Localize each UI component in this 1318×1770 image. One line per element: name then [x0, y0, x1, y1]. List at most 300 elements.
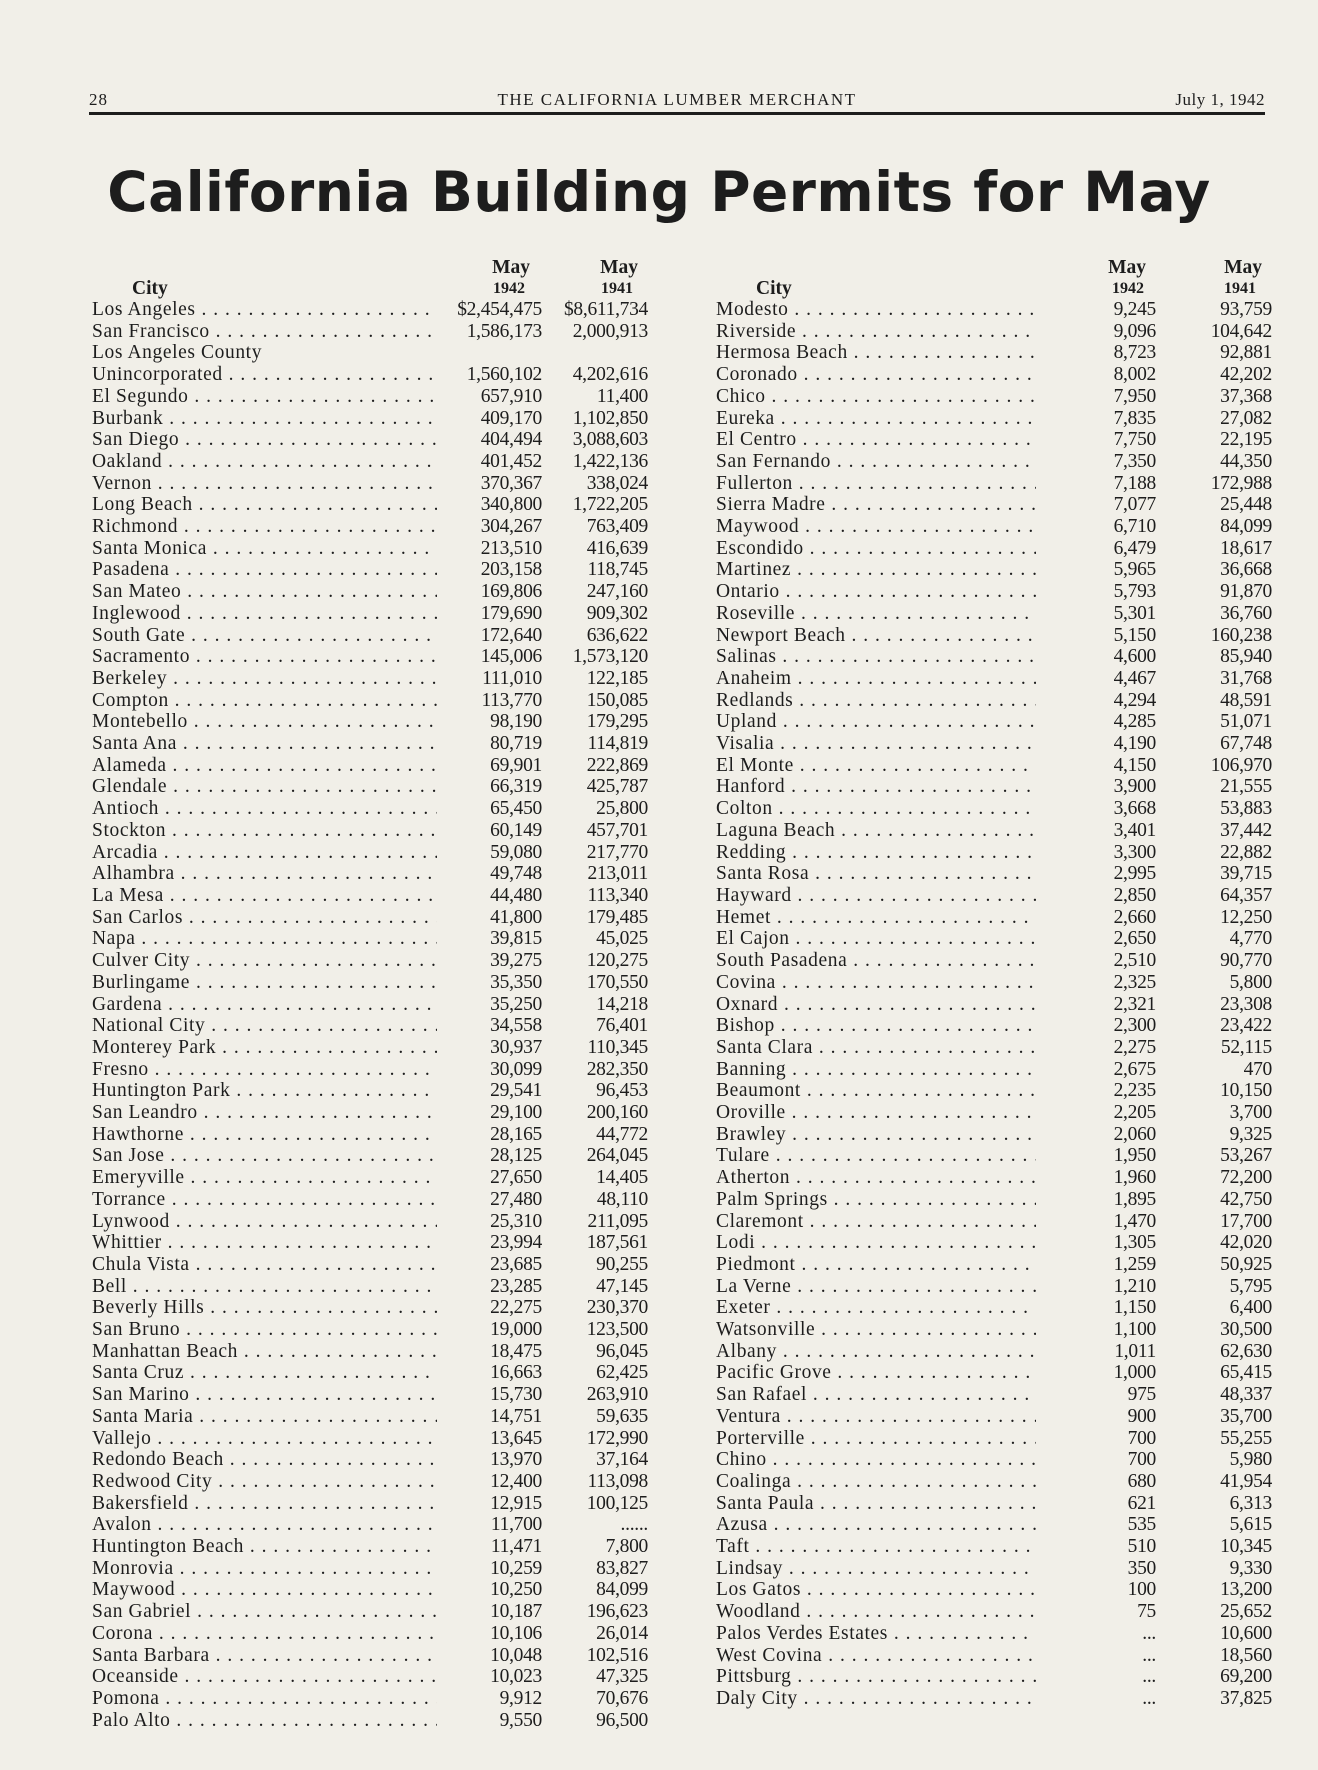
permit-value-1942: ... — [1142, 1622, 1156, 1644]
city-name: Torrance . . . — [92, 1189, 437, 1211]
permit-value-1941: 9,330 — [1229, 1557, 1272, 1579]
permit-value-1942: $2,454,475 — [457, 299, 542, 320]
permit-value-1942: 12,915 — [490, 1492, 542, 1514]
city-name: Brawley . . . — [716, 1124, 1036, 1146]
permit-value-1941: 50,925 — [1220, 1253, 1272, 1275]
permit-value-1942: 2,321 — [1113, 993, 1156, 1015]
table-row — [92, 1493, 648, 1515]
city-name: Santa Rosa . . . — [716, 863, 1036, 885]
permit-value-1941: 76,401 — [596, 1015, 648, 1037]
city-name: Lindsay . . . — [716, 1558, 1036, 1580]
permit-value-1942: 7,188 — [1113, 472, 1156, 494]
header-row-may — [92, 258, 648, 278]
city-name: Burbank . . . — [92, 408, 437, 430]
city-name: Vernon . . . — [92, 473, 437, 495]
table-row — [716, 538, 1272, 560]
city-name: El Cajon . . . — [716, 928, 1036, 950]
table-row — [716, 1319, 1272, 1341]
city-name: Atherton . . . — [716, 1167, 1036, 1189]
table-row — [716, 1015, 1272, 1037]
permit-value-1942: 28,125 — [490, 1145, 542, 1167]
table-row — [92, 1601, 648, 1623]
city-name: Ventura . . . — [716, 1406, 1036, 1428]
permit-value-1942: 5,793 — [1113, 581, 1156, 603]
city-name: Alameda . . . — [92, 755, 437, 777]
table-row — [92, 972, 648, 994]
table-row — [92, 1428, 648, 1450]
city-name: Los Angeles . . . — [92, 299, 437, 321]
table-row — [92, 386, 648, 408]
permit-value-1942: 10,023 — [490, 1666, 542, 1688]
permit-value-1941: 113,098 — [587, 1470, 648, 1492]
city-name: San Francisco . . . — [92, 321, 437, 343]
permit-value-1941: 14,405 — [596, 1167, 648, 1189]
table-row — [716, 1688, 1272, 1710]
city-name: Santa Paula . . . — [716, 1493, 1036, 1515]
table-row — [92, 776, 648, 798]
article-title: California Building Permits for May — [107, 160, 1211, 224]
permit-value-1942: 23,285 — [490, 1275, 542, 1297]
city-name: Chico . . . — [716, 386, 1036, 408]
city-name: Antioch . . . — [92, 798, 437, 820]
permit-value-1942: 1,895 — [1113, 1188, 1156, 1210]
permit-value-1941: 264,045 — [586, 1145, 648, 1167]
city-name: Montebello . . . — [92, 711, 437, 733]
permit-value-1941: 65,415 — [1220, 1362, 1272, 1384]
table-row — [92, 646, 648, 668]
permit-value-1941: 10,150 — [1220, 1080, 1272, 1102]
permit-value-1941: 62,630 — [1220, 1340, 1272, 1362]
permit-value-1942: 59,080 — [490, 841, 542, 863]
permit-value-1942: 41,800 — [490, 906, 542, 928]
city-name: Oceanside . . . — [92, 1666, 437, 1688]
permit-value-1942: 9,912 — [499, 1688, 542, 1709]
permit-value-1942: 69,901 — [490, 754, 542, 776]
permit-value-1942: 23,685 — [490, 1253, 542, 1275]
city-name: El Monte . . . — [716, 755, 1036, 777]
permit-value-1942: 13,645 — [490, 1427, 542, 1449]
city-name: Albany . . . — [716, 1341, 1036, 1363]
city-name: Monterey Park . . . — [92, 1037, 437, 1059]
permit-value-1942: 370,367 — [480, 472, 542, 494]
permit-value-1941: ...... — [620, 1514, 648, 1536]
table-row — [716, 364, 1272, 386]
city-name: National City . . . — [92, 1015, 437, 1037]
city-name: Covina . . . — [716, 972, 1036, 994]
page-number: 28 — [89, 90, 108, 109]
permit-value-1941: 763,409 — [586, 516, 648, 538]
permit-value-1941: 12,250 — [1220, 906, 1272, 928]
city-name: Martinez . . . — [716, 559, 1036, 581]
table-row — [92, 950, 648, 972]
permit-value-1942: 9,550 — [499, 1709, 542, 1731]
city-name: Santa Clara . . . — [716, 1037, 1036, 1059]
page-header — [89, 86, 1265, 114]
permit-value-1942: 113,770 — [481, 689, 542, 711]
permit-value-1942: 975 — [1127, 1384, 1156, 1406]
table-row — [92, 1362, 648, 1384]
permit-value-1941: 47,325 — [596, 1666, 648, 1688]
city-name: Colton . . . — [716, 798, 1036, 820]
permit-value-1941: 200,160 — [586, 1102, 648, 1124]
permit-value-1942: ... — [1142, 1666, 1156, 1688]
permit-value-1942: 213,510 — [480, 537, 542, 559]
permit-value-1942: 2,660 — [1113, 906, 1156, 928]
permit-value-1942: 28,165 — [490, 1123, 542, 1145]
table-row — [716, 711, 1272, 733]
permit-value-1941: 39,715 — [1220, 863, 1272, 885]
city-name: Anaheim . . . — [716, 668, 1036, 690]
permit-value-1941: 70,676 — [596, 1688, 648, 1709]
table-row — [92, 690, 648, 712]
permit-value-1942: 2,060 — [1113, 1123, 1156, 1145]
table-row — [716, 1059, 1272, 1081]
city-name: Palos Verdes Estates . . . — [716, 1623, 1036, 1645]
city-name: San Carlos . . . — [92, 907, 437, 929]
table-row — [716, 755, 1272, 777]
permit-value-1941: 35,700 — [1220, 1405, 1272, 1427]
city-name: Huntington Park . . . — [92, 1080, 437, 1102]
permit-value-1942: 4,285 — [1113, 711, 1156, 733]
table-row — [92, 516, 648, 538]
city-name: Tulare . . . — [716, 1145, 1036, 1167]
table-row — [92, 603, 648, 625]
table-row — [92, 1645, 648, 1667]
permit-value-1941: 217,770 — [586, 841, 648, 863]
permit-value-1941: 338,024 — [586, 472, 648, 494]
table-row — [92, 1514, 648, 1536]
city-name: Oroville . . . — [716, 1102, 1036, 1124]
table-row — [92, 1384, 648, 1406]
permit-value-1942: 7,350 — [1113, 450, 1156, 472]
city-column-header: City — [756, 278, 792, 299]
permit-value-1941: 172,988 — [1210, 472, 1272, 494]
permit-value-1941: 53,883 — [1220, 798, 1272, 820]
permit-value-1942: 7,750 — [1113, 429, 1156, 451]
city-name: Coalinga . . . — [716, 1471, 1036, 1493]
publication-title: THE CALIFORNIA LUMBER MERCHANT — [497, 90, 857, 109]
permit-value-1941: 48,110 — [596, 1188, 648, 1210]
permit-value-1942: 900 — [1127, 1405, 1156, 1427]
permit-value-1941: 9,325 — [1229, 1123, 1272, 1145]
city-name: Claremont . . . — [716, 1211, 1036, 1233]
city-name: Visalia . . . — [716, 733, 1036, 755]
table-row — [716, 1406, 1272, 1428]
table-row — [92, 1102, 648, 1124]
table-row — [92, 1080, 648, 1102]
permit-value-1941: 7,800 — [605, 1536, 648, 1558]
table-row — [716, 820, 1272, 842]
city-name: Piedmont . . . — [716, 1254, 1036, 1276]
table-row — [716, 1362, 1272, 1384]
city-name: Pittsburg . . . — [716, 1666, 1036, 1688]
city-name: El Centro . . . — [716, 429, 1036, 451]
table-row — [92, 408, 648, 430]
permits-right-body — [716, 299, 1272, 1710]
permit-value-1942: 1,470 — [1113, 1210, 1156, 1232]
permit-value-1942: 39,275 — [490, 950, 542, 972]
table-row — [716, 1211, 1272, 1233]
city-name: Hermosa Beach . . . — [716, 342, 1036, 364]
table-row — [716, 1449, 1272, 1471]
table-row — [92, 321, 648, 343]
table-row — [716, 994, 1272, 1016]
permit-value-1942: ... — [1142, 1688, 1156, 1709]
permit-value-1942: 6,479 — [1113, 537, 1156, 559]
table-row — [92, 581, 648, 603]
permit-value-1941: 222,869 — [586, 754, 648, 776]
permit-value-1941: 4,202,616 — [572, 364, 648, 386]
permit-value-1942: 3,401 — [1113, 819, 1156, 841]
city-name: Riverside . . . — [716, 321, 1036, 343]
city-name: Upland . . . — [716, 711, 1036, 733]
table-row — [716, 386, 1272, 408]
permit-value-1941: 41,954 — [1220, 1470, 1272, 1492]
city-name: San Diego . . . — [92, 429, 437, 451]
permit-value-1941: 48,591 — [1220, 689, 1272, 711]
permit-value-1942: 2,325 — [1113, 971, 1156, 993]
permit-value-1941: 104,642 — [1210, 320, 1272, 342]
city-name: Stockton . . . — [92, 820, 437, 842]
city-name: Ontario . . . — [716, 581, 1036, 603]
city-name: Arcadia . . . — [92, 842, 437, 864]
permit-value-1941: 416,639 — [586, 537, 648, 559]
permit-value-1941: 3,700 — [1229, 1102, 1272, 1124]
permit-value-1941: 48,337 — [1220, 1384, 1272, 1406]
city-name: Roseville . . . — [716, 603, 1036, 625]
permit-value-1942: 680 — [1127, 1470, 1156, 1492]
permit-value-1941: 5,980 — [1229, 1449, 1272, 1471]
table-row — [716, 1102, 1272, 1124]
permit-value-1942: 203,158 — [480, 559, 542, 581]
city-name: Alhambra . . . — [92, 863, 437, 885]
table-row — [716, 1232, 1272, 1254]
table-row — [92, 1059, 648, 1081]
city-name: Azusa . . . — [716, 1514, 1036, 1536]
city-name: Taft . . . — [716, 1536, 1036, 1558]
permit-value-1941: 5,615 — [1229, 1514, 1272, 1536]
city-name: Beverly Hills . . . — [92, 1297, 437, 1319]
table-row — [716, 408, 1272, 430]
table-row — [716, 1645, 1272, 1667]
table-row — [92, 1254, 648, 1276]
permit-value-1942: 1,305 — [1113, 1232, 1156, 1254]
permit-value-1941: 213,011 — [587, 863, 648, 885]
permit-value-1941: 37,442 — [1220, 819, 1272, 841]
permit-value-1942: 98,190 — [490, 711, 542, 733]
permit-value-1942: 350 — [1127, 1557, 1156, 1579]
permit-value-1941: 113,340 — [587, 884, 648, 906]
city-name: Maywood . . . — [716, 516, 1036, 538]
table-row — [92, 1189, 648, 1211]
permit-value-1942: 8,002 — [1113, 364, 1156, 386]
permit-value-1942: 5,150 — [1113, 624, 1156, 646]
city-name: Oakland . . . — [92, 451, 437, 473]
table-row — [92, 1449, 648, 1471]
table-row — [716, 972, 1272, 994]
city-name: Los Gatos . . . — [716, 1579, 1036, 1601]
permit-value-1942: 10,106 — [490, 1622, 542, 1644]
table-row — [92, 429, 648, 451]
permit-value-1942: 111,010 — [482, 667, 542, 689]
permit-value-1941: 31,768 — [1220, 667, 1272, 689]
table-row — [716, 1189, 1272, 1211]
permit-value-1941: 44,350 — [1220, 450, 1272, 472]
city-name: Modesto . . . — [716, 299, 1036, 321]
city-name: Exeter . . . — [716, 1297, 1036, 1319]
city-name: San Mateo . . . — [92, 581, 437, 603]
city-name: Hayward . . . — [716, 885, 1036, 907]
permit-value-1941: 909,302 — [586, 602, 648, 624]
permit-value-1941: 51,071 — [1220, 711, 1272, 733]
table-row — [92, 538, 648, 560]
permit-value-1941: 62,425 — [596, 1362, 648, 1384]
permit-value-1942: 172,640 — [480, 624, 542, 646]
city-name: Laguna Beach . . . — [716, 820, 1036, 842]
permit-value-1941: 6,400 — [1229, 1297, 1272, 1319]
permit-value-1942 — [437, 342, 542, 364]
table-row — [716, 1601, 1272, 1623]
permit-value-1941: 211,095 — [587, 1210, 648, 1232]
permit-value-1942: 2,300 — [1113, 1015, 1156, 1037]
permit-value-1941: 72,200 — [1220, 1167, 1272, 1189]
permit-value-1942: 12,400 — [490, 1470, 542, 1492]
permit-value-1942: 3,900 — [1113, 776, 1156, 798]
may-1941-header: May — [600, 257, 638, 278]
permit-value-1942: 4,467 — [1113, 667, 1156, 689]
permit-value-1941: 114,819 — [587, 733, 648, 755]
table-row — [716, 342, 1272, 364]
permit-value-1941: 37,164 — [596, 1449, 648, 1471]
table-row — [92, 625, 648, 647]
permit-value-1941: 2,000,913 — [572, 320, 648, 342]
table-row — [92, 1623, 648, 1645]
permit-value-1941: 91,870 — [1220, 581, 1272, 603]
permit-value-1941: 53,267 — [1220, 1145, 1272, 1167]
table-row — [92, 842, 648, 864]
city-name: Porterville . . . — [716, 1428, 1036, 1450]
permit-value-1942: 10,187 — [490, 1601, 542, 1623]
permit-value-1942: 66,319 — [490, 776, 542, 798]
city-name: Eureka . . . — [716, 408, 1036, 430]
city-name: Pasadena . . . — [92, 559, 437, 581]
table-row — [92, 863, 648, 885]
permit-value-1941: 1,102,850 — [572, 407, 648, 429]
table-row — [92, 1710, 648, 1732]
city-name: Sacramento . . . — [92, 646, 437, 668]
city-name: Redondo Beach . . . — [92, 1449, 437, 1471]
city-name: Bishop . . . — [716, 1015, 1036, 1037]
permit-value-1941: 69,200 — [1220, 1666, 1272, 1688]
may-1941-header: May — [1224, 257, 1262, 278]
table-row — [92, 342, 648, 364]
table-row — [92, 755, 648, 777]
table-row — [92, 1167, 648, 1189]
table-row — [92, 1579, 648, 1601]
table-row — [92, 494, 648, 516]
table-row — [716, 1080, 1272, 1102]
city-name: Huntington Beach . . . — [92, 1536, 437, 1558]
permit-value-1941: 17,700 — [1220, 1210, 1272, 1232]
table-row — [716, 1254, 1272, 1276]
permit-value-1941: 123,500 — [586, 1319, 648, 1341]
permit-value-1942: 179,690 — [480, 602, 542, 624]
city-name: Inglewood . . . — [92, 603, 437, 625]
table-row — [716, 1579, 1272, 1601]
permit-value-1942: 621 — [1127, 1492, 1156, 1514]
permit-value-1942: 1,560,102 — [466, 364, 542, 386]
permit-value-1942: 340,800 — [480, 494, 542, 516]
permit-value-1942: 10,048 — [490, 1644, 542, 1666]
permit-value-1942: 25,310 — [490, 1210, 542, 1232]
city-name: El Segundo . . . — [92, 386, 437, 408]
permit-value-1941: 110,345 — [587, 1036, 648, 1058]
permit-value-1941: 42,202 — [1220, 364, 1272, 386]
permit-value-1941: 14,218 — [596, 993, 648, 1015]
permit-value-1942: 1,586,173 — [466, 320, 542, 342]
permit-value-1942: 1,960 — [1113, 1167, 1156, 1189]
permit-value-1942: 18,475 — [490, 1340, 542, 1362]
permit-value-1942: 30,099 — [490, 1058, 542, 1080]
permit-value-1942: 7,950 — [1113, 385, 1156, 407]
permit-value-1942: 535 — [1127, 1514, 1156, 1536]
permit-value-1941: 26,014 — [596, 1622, 648, 1644]
table-row — [92, 733, 648, 755]
city-name: Sierra Madre . . . — [716, 494, 1036, 516]
table-row — [92, 1406, 648, 1428]
permit-value-1941: 47,145 — [596, 1275, 648, 1297]
permit-value-1942: 29,100 — [490, 1102, 542, 1124]
table-row — [92, 1232, 648, 1254]
permit-value-1942: 49,748 — [490, 863, 542, 885]
permit-value-1941: 160,238 — [1210, 624, 1272, 646]
city-name: Beaumont . . . — [716, 1080, 1036, 1102]
table-row — [716, 494, 1272, 516]
header-rule — [89, 112, 1265, 115]
permit-value-1942: 23,994 — [490, 1232, 542, 1254]
permit-value-1941: 96,500 — [596, 1709, 648, 1731]
table-row — [716, 1297, 1272, 1319]
permit-value-1942: 11,471 — [490, 1536, 542, 1558]
permit-value-1941: 42,020 — [1220, 1232, 1272, 1254]
permit-value-1941: 172,990 — [586, 1427, 648, 1449]
table-row — [716, 451, 1272, 473]
table-row — [92, 559, 648, 581]
permit-value-1941: 3,088,603 — [572, 429, 648, 451]
permit-value-1941: 5,800 — [1229, 971, 1272, 993]
table-row — [92, 907, 648, 929]
permit-value-1941: 150,085 — [586, 689, 648, 711]
table-row — [716, 321, 1272, 343]
permit-value-1942: 4,600 — [1113, 646, 1156, 668]
table-row — [92, 451, 648, 473]
city-name: Culver City . . . — [92, 950, 437, 972]
permit-value-1941: 37,368 — [1220, 385, 1272, 407]
table-row — [716, 473, 1272, 495]
table-row — [92, 1319, 648, 1341]
table-row — [716, 646, 1272, 668]
permit-value-1941: 36,668 — [1220, 559, 1272, 581]
permit-value-1941: 230,370 — [586, 1297, 648, 1319]
permit-value-1941: 282,350 — [586, 1058, 648, 1080]
table-row — [716, 1341, 1272, 1363]
city-name: Manhattan Beach . . . — [92, 1341, 437, 1363]
permit-value-1941: 5,795 — [1229, 1275, 1272, 1297]
permit-value-1941: 84,099 — [596, 1579, 648, 1601]
permit-value-1942: 30,937 — [490, 1036, 542, 1058]
permit-value-1942: 1,000 — [1113, 1362, 1156, 1384]
permit-value-1941: 85,940 — [1220, 646, 1272, 668]
